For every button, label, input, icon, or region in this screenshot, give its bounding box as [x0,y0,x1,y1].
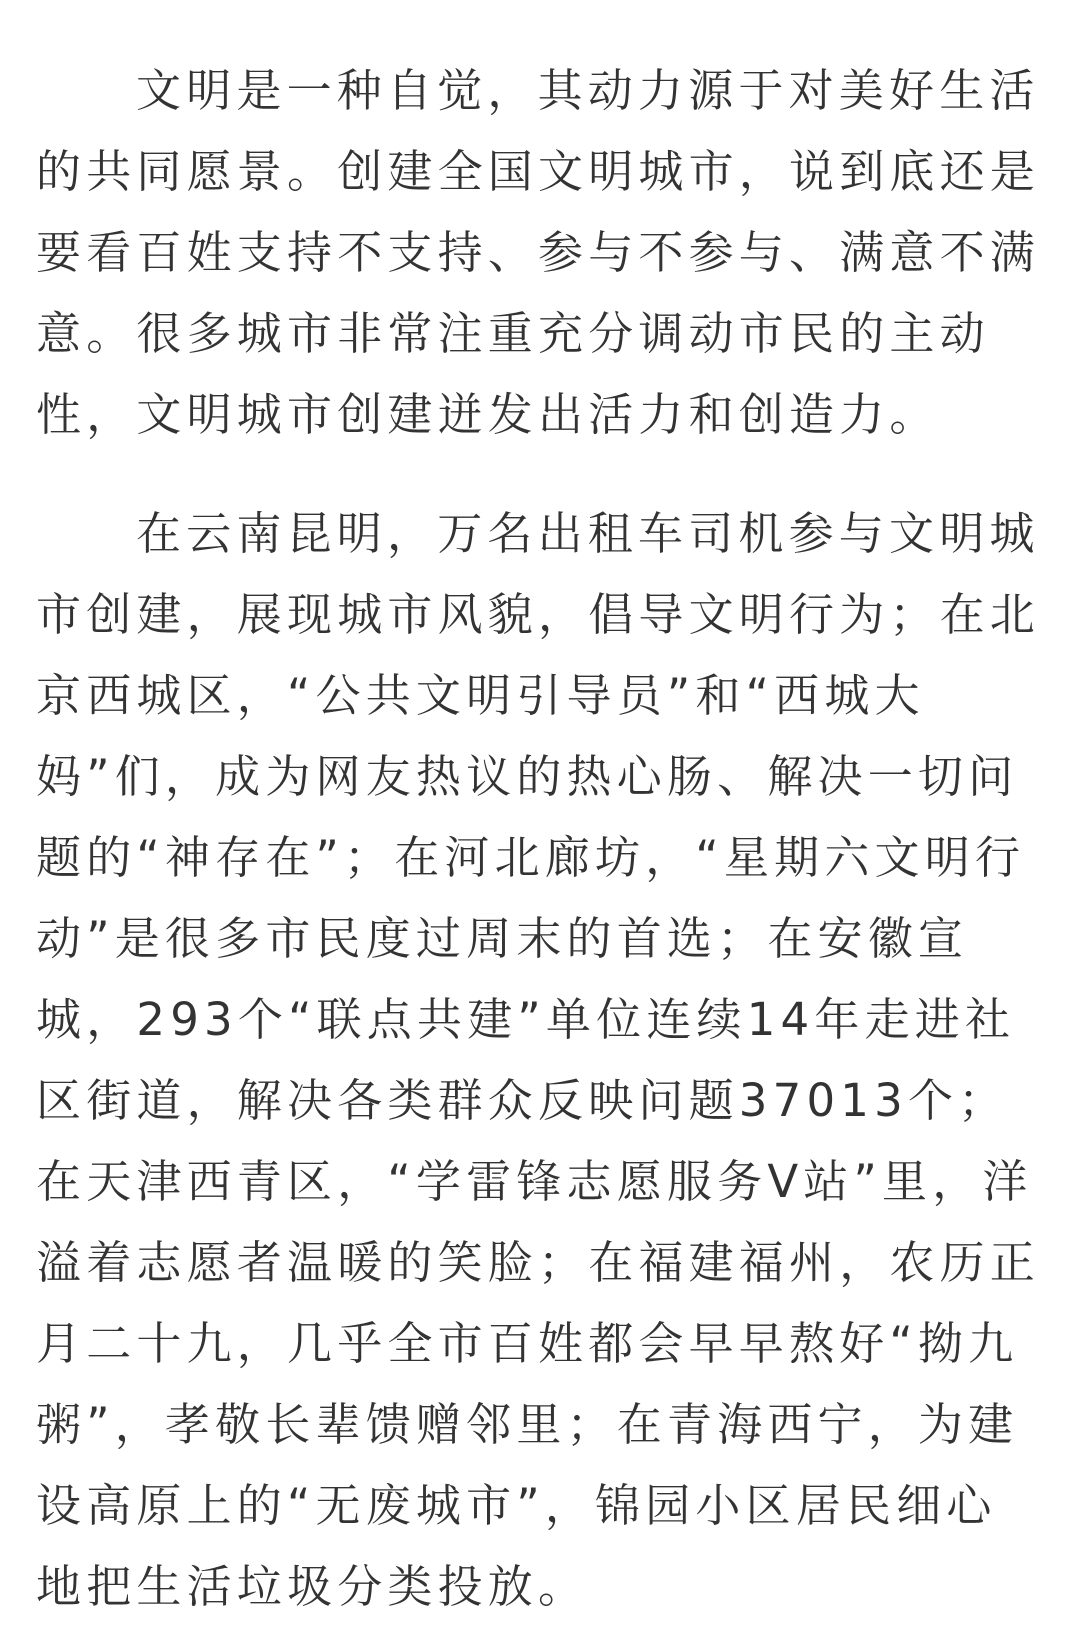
article-paragraph-1: 文明是一种自觉，其动力源于对美好生活的共同愿景。创建全国文明城市，说到底还是要看百姓支持不支持、参与不参与、满意不满意。很多城市非常注重充分调动市民的主动性，文明城市创建迸发出活力和创造力。 [36,64,1041,441]
article-body [36,50,1040,1627]
article-paragraph-2: 在云南昆明，万名出租车司机参与文明城市创建，展现城市风貌，倡导文明行为；在北京西城区，“公共文明引导员”和“西城大妈”们，成为网友热议的热心肠、解决一切问题的“神存在”；在河北廊坊，“星期六文明行动”是很多市民度过周末的首选；在安徽宣城，293个“联点共建”单位连续14年走进社区街道，解决各类群众反映问题37013个；在天津西青区，“学雷锋志愿服务V站”里，洋溢着志愿者温暖的笑脸；在福建福州，农历正月二十九，几乎全市百姓都会早早熬好“拗九粥”，孝敬长辈馈赠邻里；在青海西宁，为建设高原上的“无废城市”，锦园小区居民细心地把生活垃圾分类投放。 [36,507,1041,1613]
